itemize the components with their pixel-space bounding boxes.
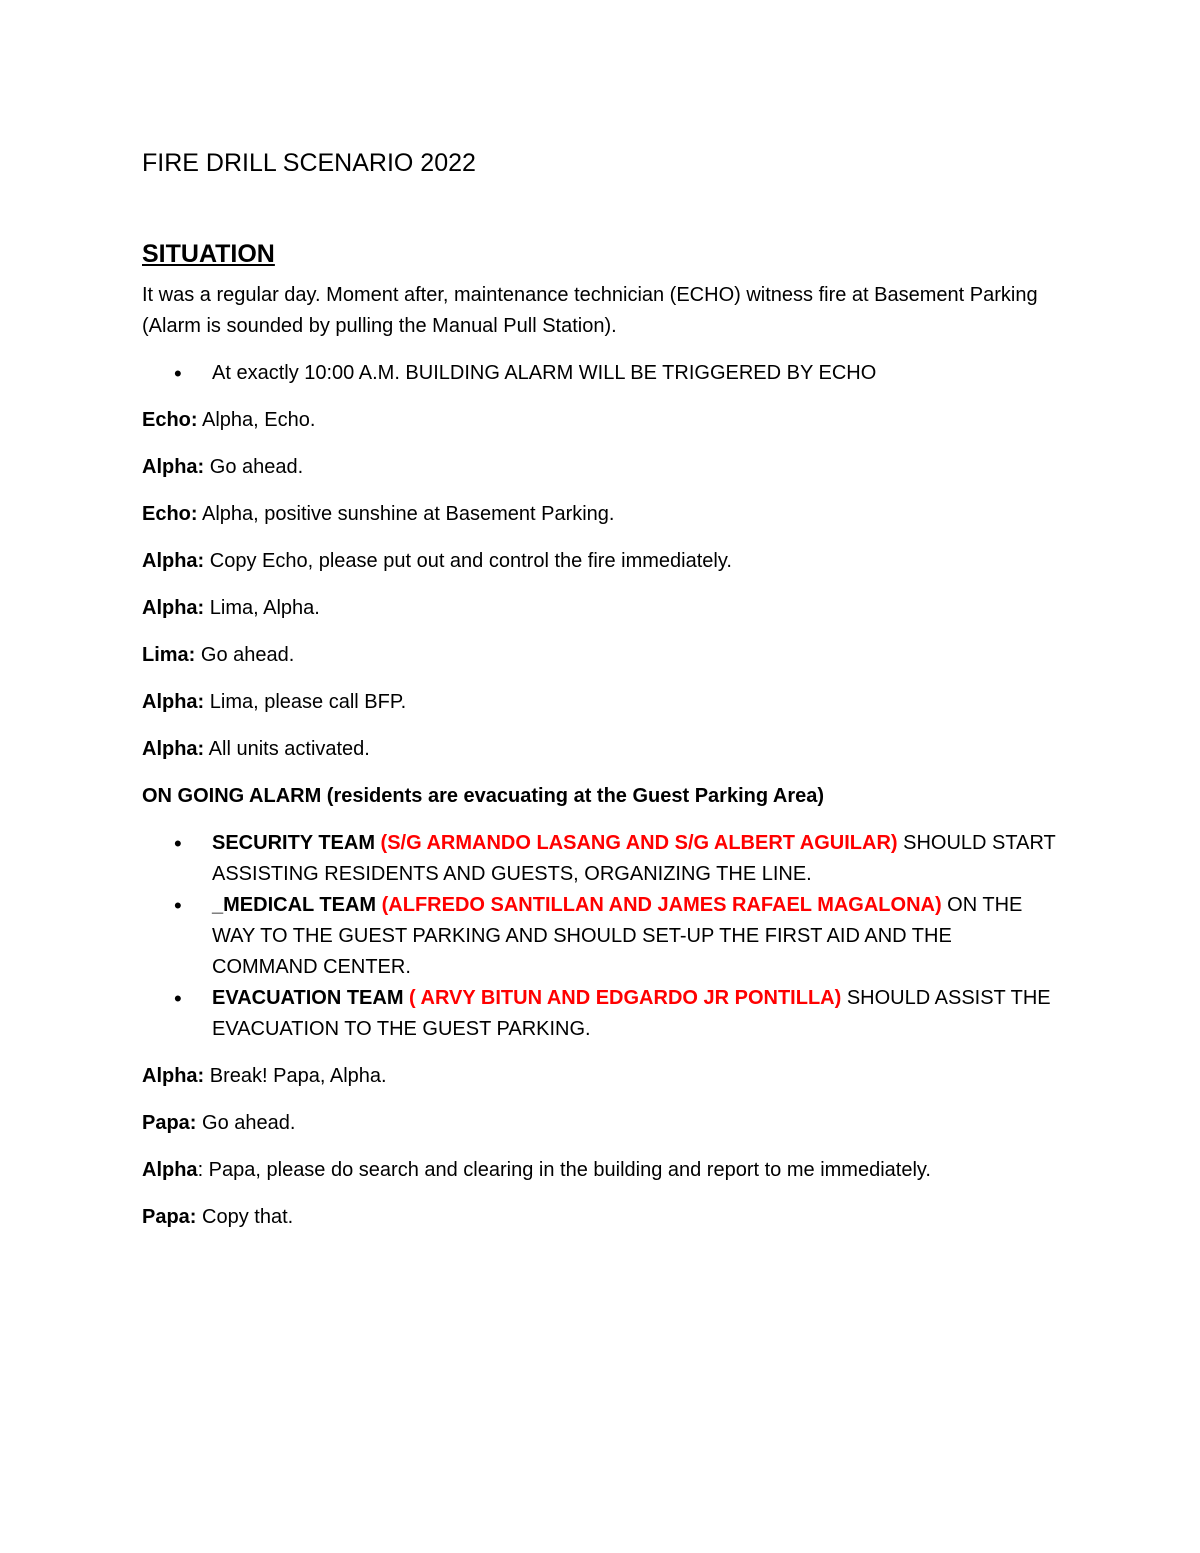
speaker: Alpha: [142,738,205,760]
dialogue-line [142,1155,1062,1186]
team-members: (S/G ARMANDO LASANG AND S/G ALBERT AGUILAR) [380,832,898,854]
line-text: Break! Papa, Alpha. [204,1065,387,1087]
trigger-list [142,358,1062,389]
team-action: SHOULD ASSIST THE EVACUATION TO THE GUEST PARKING. [212,987,1051,1040]
intro-paragraph: It was a regular day. Moment after, maintenance technician (ECHO) witness fire at Basement Parking (Alarm is sounded by pulling the Manual Pull Station). [142,284,1038,337]
dialogue-line [142,687,1062,718]
speaker: Alpha: [142,1065,205,1087]
line-text: : Papa, please do search and clearing in the building and report to me immediately. [197,1159,931,1181]
speaker: Alpha: [142,597,205,619]
speaker: Lima: [142,644,196,666]
dialogue-line [142,1202,1062,1233]
line-text: Go ahead. [195,644,295,666]
line-text: Copy Echo, please put out and control the fire immediately. [204,550,732,572]
line-text: Alpha, Echo. [197,409,316,431]
speaker: Alpha [142,1159,198,1181]
dialogue-line [142,452,1062,483]
team-action: ON THE WAY TO THE GUEST PARKING AND SHOULD SET-UP THE FIRST AID AND THE COMMAND CENTER. [212,894,1023,978]
team-list [142,828,1062,1045]
team-item-security [212,828,1062,890]
team-members: ( ARVY BITUN AND EDGARDO JR PONTILLA) [409,987,842,1009]
dialogue-line [142,640,1062,671]
line-text: Go ahead. [196,1112,296,1134]
line-text: Lima, Alpha. [204,597,320,619]
speaker: Alpha: [142,456,205,478]
speaker: Alpha: [142,550,205,572]
speaker: Alpha: [142,691,205,713]
line-text: Go ahead. [204,456,304,478]
team-item-evacuation [212,983,1062,1045]
dialogue-line [142,1108,1062,1139]
dialogue-line [142,499,1062,530]
document-body [142,140,1062,1249]
ongoing-alarm-heading: ON GOING ALARM (residents are evacuating at the Guest Parking Area) [142,785,825,807]
speaker: Echo: [142,503,198,525]
dialogue-line [142,734,1062,765]
team-name: SECURITY TEAM [212,832,381,854]
speaker: Papa: [142,1206,197,1228]
team-item-medical [212,890,1062,983]
dialogue-line [142,546,1062,577]
team-name: EVACUATION TEAM [212,987,410,1009]
team-members: (ALFREDO SANTILLAN AND JAMES RAFAEL MAGALONA) [381,894,942,916]
dialogue-line [142,405,1062,436]
speaker: Echo: [142,409,198,431]
document-title: FIRE DRILL SCENARIO 2022 [142,149,476,177]
speaker: Papa: [142,1112,197,1134]
dialogue-line [142,593,1062,624]
line-text: Lima, please call BFP. [204,691,407,713]
trigger-bullet: • At exactly 10:00 A.M. BUILDING ALARM WILL BE TRIGGERED BY ECHO [212,358,1062,389]
team-action: SHOULD START ASSISTING RESIDENTS AND GUESTS, ORGANIZING THE LINE. [212,832,1056,885]
section-heading: SITUATION [142,240,275,268]
team-name: _MEDICAL TEAM [212,894,382,916]
line-text: All units activated. [204,738,370,760]
line-text: Copy that. [196,1206,294,1228]
dialogue-line [142,1061,1062,1092]
line-text: Alpha, positive sunshine at Basement Parking. [197,503,615,525]
